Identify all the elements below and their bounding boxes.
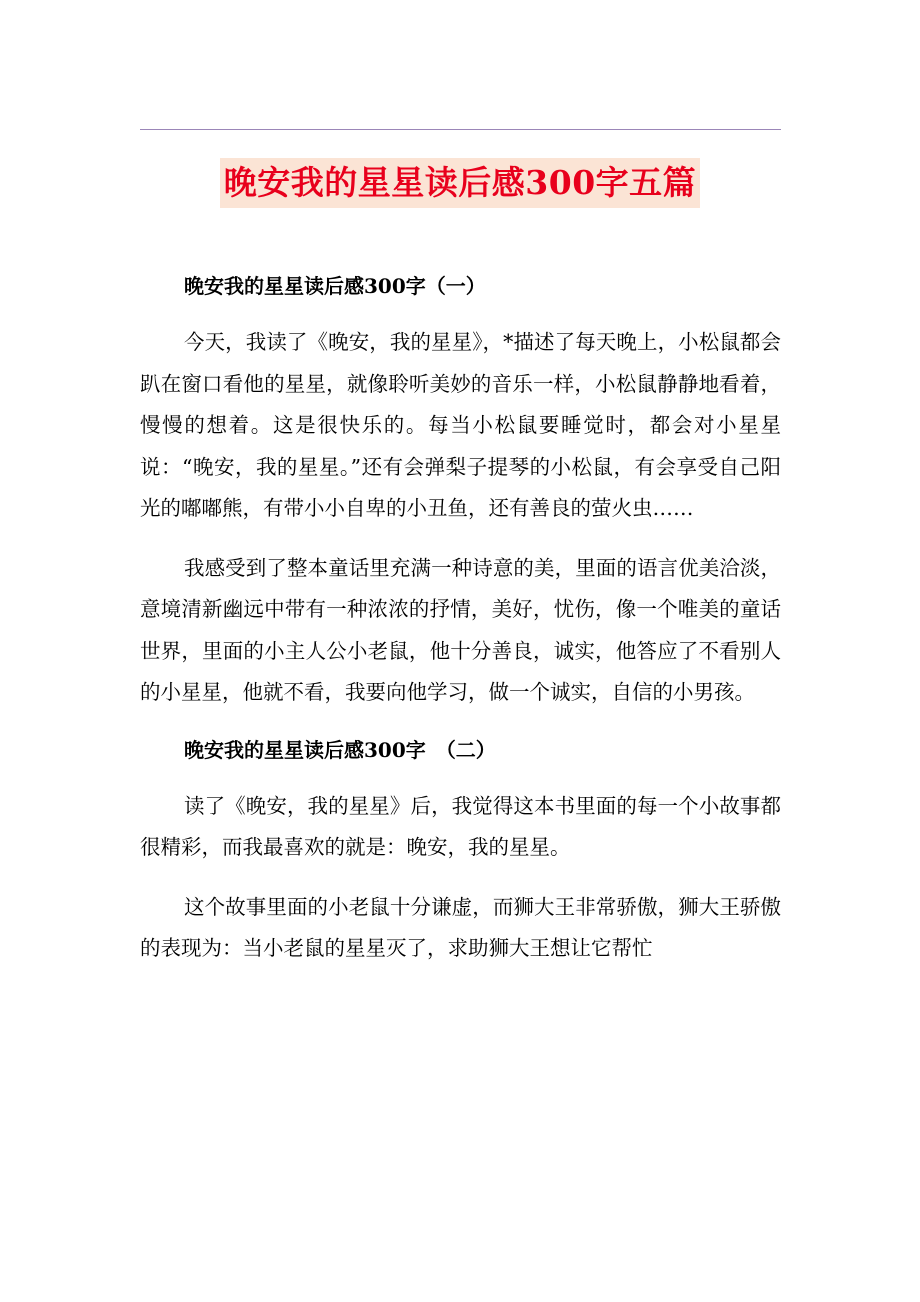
paragraph: 今天，我读了《晚安，我的星星》，*描述了每天晚上，小松鼠都会趴在窗口看他的星星，就像聆听美妙的音乐一样，小松鼠静静地看着，慢慢的想着。这是很快乐的。每当小松鼠要睡觉时，都会对小星星说：“晚安，我的星星。”还有会弹梨子提琴的小松鼠，有会享受自己阳光的嘟嘟熊，有带小小自卑的小丑鱼，还有善良的萤火虫…… bbox=[140, 330, 781, 520]
paragraph: 我感受到了整本童话里充满一种诗意的美，里面的语言优美洽淡，意境清新幽远中带有一种浓浓的抒情，美好，忧伤，像一个唯美的童话世界，里面的小主人公小老鼠，他十分善良，诚实，他答应了不看别人的小星星，他就不看，我要向他学习，做一个诚实，自信的小男孩。 bbox=[140, 555, 781, 704]
document-title: 晚安我的星星读后感300字五篇 bbox=[220, 158, 700, 208]
paragraph: 这个故事里面的小老鼠十分谦虚，而狮大王非常骄傲，狮大王骄傲的表现为：当小老鼠的星星灭了，求助狮大王想让它帮忙 bbox=[140, 894, 781, 960]
paragraph: 读了《晚安，我的星星》后，我觉得这本书里面的每一个小故事都很精彩，而我最喜欢的就是：晚安，我的星星。 bbox=[140, 793, 781, 859]
section-heading-1: 晚安我的星星读后感300字（一） bbox=[184, 274, 486, 298]
section-heading-2: 晚安我的星星读后感300字 （二） bbox=[184, 737, 496, 762]
title-container bbox=[0, 158, 920, 208]
header-rule bbox=[140, 129, 781, 130]
document-body bbox=[140, 268, 781, 988]
